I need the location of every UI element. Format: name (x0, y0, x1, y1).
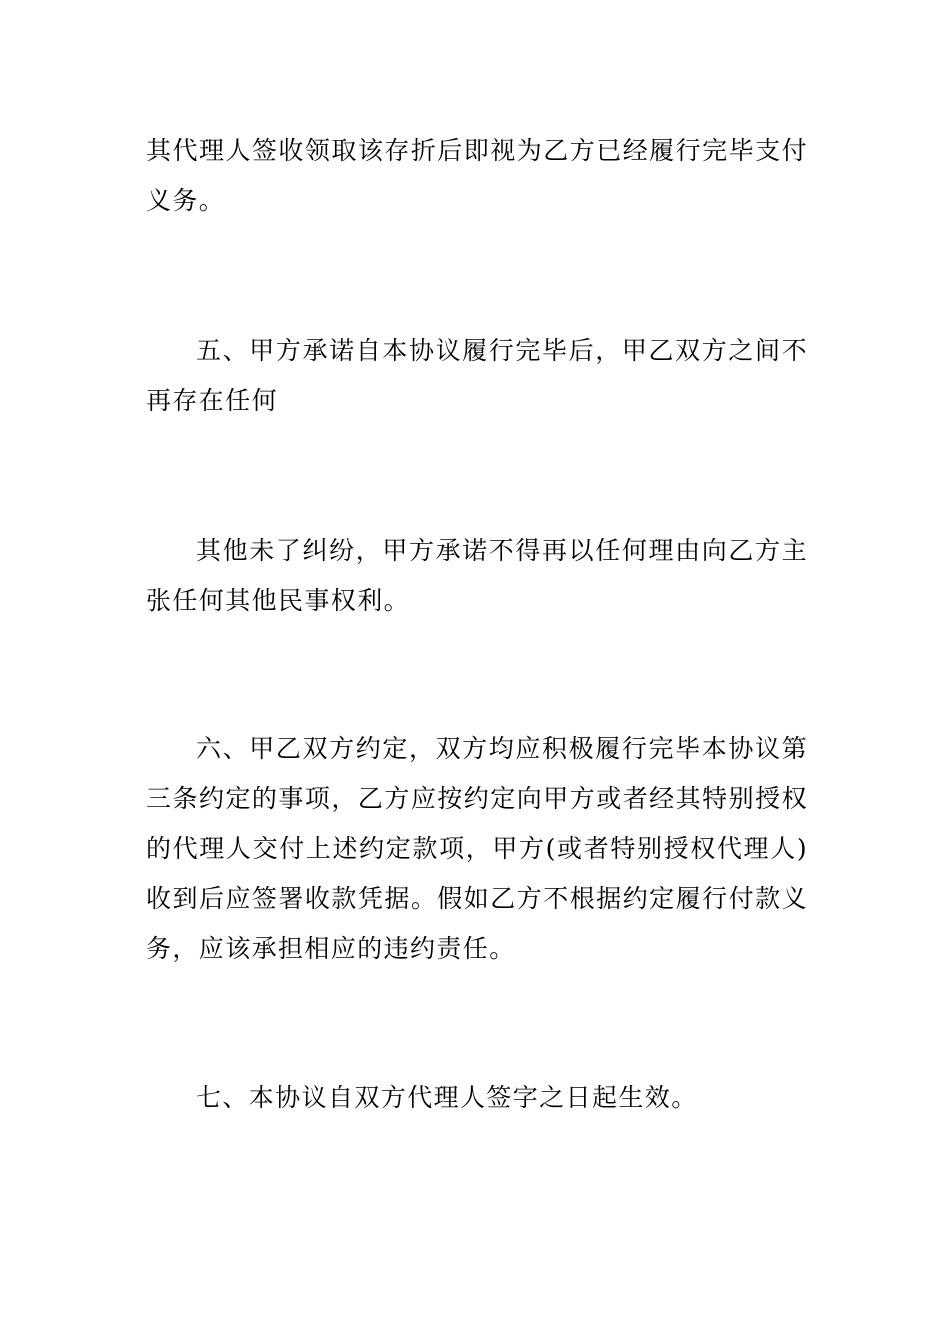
paragraph-clause-five-continued: 其他未了纠纷，甲方承诺不得再以任何理由向乙方主张任何其他民事权利。 (146, 536, 808, 615)
paragraph-clause-seven: 七、本协议自双方代理人签字之日起生效。 (196, 1083, 698, 1112)
paragraph-clause-five: 五、甲方承诺自本协议履行完毕后，甲乙双方之间不再存在任何 (146, 336, 808, 415)
paragraph-clause-six: 六、甲乙双方约定，双方均应积极履行完毕本协议第三条约定的事项，乙方应按约定向甲方或者经其特别授权的代理人交付上述约定款项，甲方(或者特别授权代理人)收到后应签署收款凭据。假如乙方不根据约定履行付款义务，应该承担相应的违约责任。 (146, 734, 808, 963)
paragraph-continuation-payment: 其代理人签收领取该存折后即视为乙方已经履行完毕支付义务。 (146, 136, 808, 215)
